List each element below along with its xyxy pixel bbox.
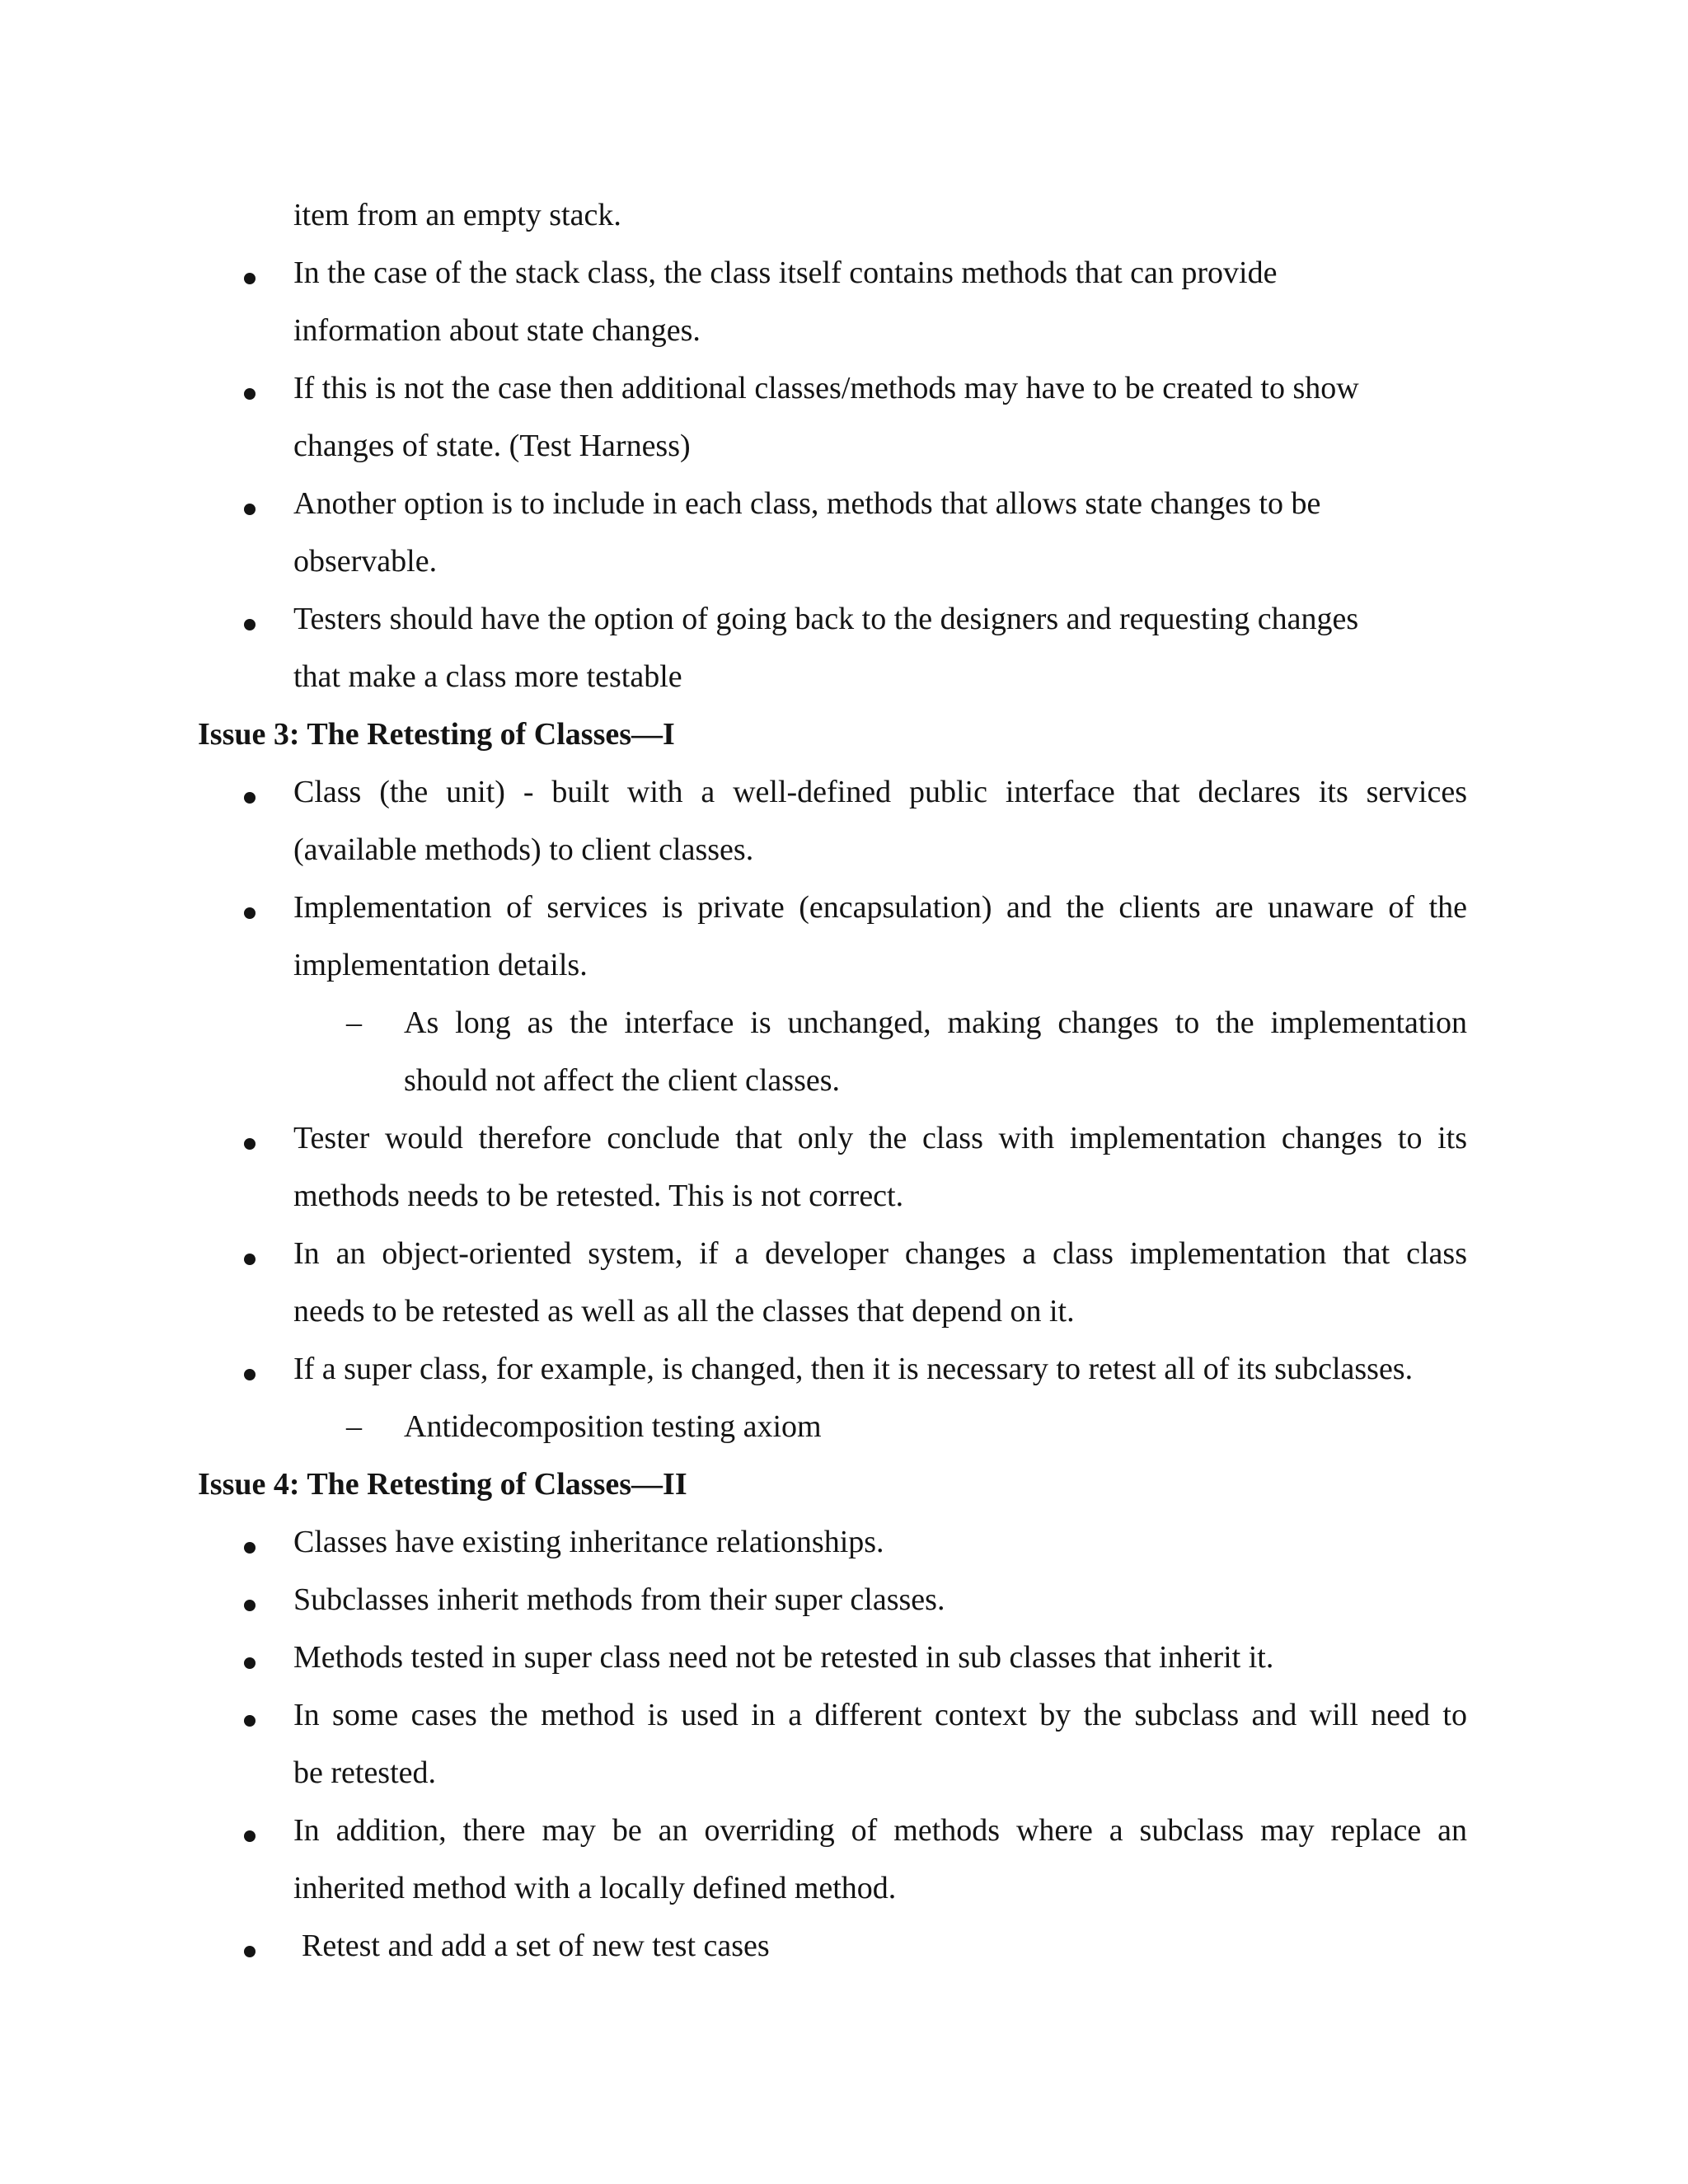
section-heading-issue-3: Issue 3: The Retesting of Classes—I: [198, 717, 675, 752]
bullet-icon: [244, 781, 262, 799]
bullet-icon: [244, 1704, 262, 1722]
text-line: Subclasses inherit methods from their super classes.: [293, 1582, 945, 1617]
bullet-icon: [244, 897, 262, 915]
text-line: Tester would therefore conclude that only the class with implementation changes to its: [293, 1121, 1467, 1155]
text-line: In the case of the stack class, the class itself contains methods that can provide: [293, 255, 1278, 290]
text-line: item from an empty stack.: [293, 198, 621, 232]
text-line: Implementation of services is private (encapsulation) and the clients are unaware of the: [293, 890, 1467, 925]
text-line: Retest and add a set of new test cases: [302, 1929, 770, 1963]
text-line: inherited method with a locally defined method.: [293, 1871, 897, 1905]
bullet-icon: [244, 1935, 262, 1953]
text-line: information about state changes.: [293, 313, 701, 348]
dash-marker: –: [346, 1005, 362, 1040]
bullet-icon: [244, 1127, 262, 1146]
text-line: needs to be retested as well as all the classes that depend on it.: [293, 1294, 1075, 1329]
text-line: In some cases the method is used in a different context by the subclass and will need to: [293, 1698, 1467, 1732]
bullet-icon: [244, 262, 262, 280]
text-line: (available methods) to client classes.: [293, 832, 754, 867]
bullet-icon: [244, 1820, 262, 1838]
text-line: methods needs to be retested. This is not correct.: [293, 1179, 904, 1213]
text-line: In an object-oriented system, if a developer changes a class implementation that class: [293, 1236, 1467, 1271]
text-line: Classes have existing inheritance relationships.: [293, 1525, 884, 1559]
text-line: If this is not the case then additional classes/methods may have to be created to show: [293, 371, 1359, 405]
text-line: should not affect the client classes.: [404, 1063, 841, 1098]
bullet-icon: [244, 1589, 262, 1607]
text-line: that make a class more testable: [293, 659, 682, 694]
text-line: be retested.: [293, 1755, 437, 1790]
text-line: In addition, there may be an overriding of methods where a subclass may replace an: [293, 1813, 1467, 1848]
section-heading-issue-4: Issue 4: The Retesting of Classes—II: [198, 1467, 687, 1502]
text-line: As long as the interface is unchanged, making changes to the implementation: [404, 1005, 1467, 1040]
text-line: changes of state. (Test Harness): [293, 429, 691, 463]
text-line: If a super class, for example, is changed, then it is necessary to retest all of its subclasses.: [293, 1352, 1414, 1386]
text-line: Antidecomposition testing axiom: [404, 1409, 822, 1444]
bullet-icon: [244, 493, 262, 511]
text-line: implementation details.: [293, 948, 588, 982]
text-line: Methods tested in super class need not be retested in sub classes that inherit it.: [293, 1640, 1274, 1675]
bullet-icon: [244, 1647, 262, 1665]
bullet-icon: [244, 1358, 262, 1376]
text-line: Another option is to include in each class, methods that allows state changes to be: [293, 486, 1321, 521]
bullet-icon: [244, 377, 262, 396]
text-line: observable.: [293, 544, 438, 579]
bullet-icon: [244, 1243, 262, 1261]
bullet-icon: [244, 608, 262, 626]
bullet-icon: [244, 1531, 262, 1549]
dash-marker: –: [346, 1409, 362, 1444]
text-line: Testers should have the option of going back to the designers and requesting changes: [293, 602, 1359, 636]
text-line: Class (the unit) - built with a well-defined public interface that declares its services: [293, 775, 1467, 809]
